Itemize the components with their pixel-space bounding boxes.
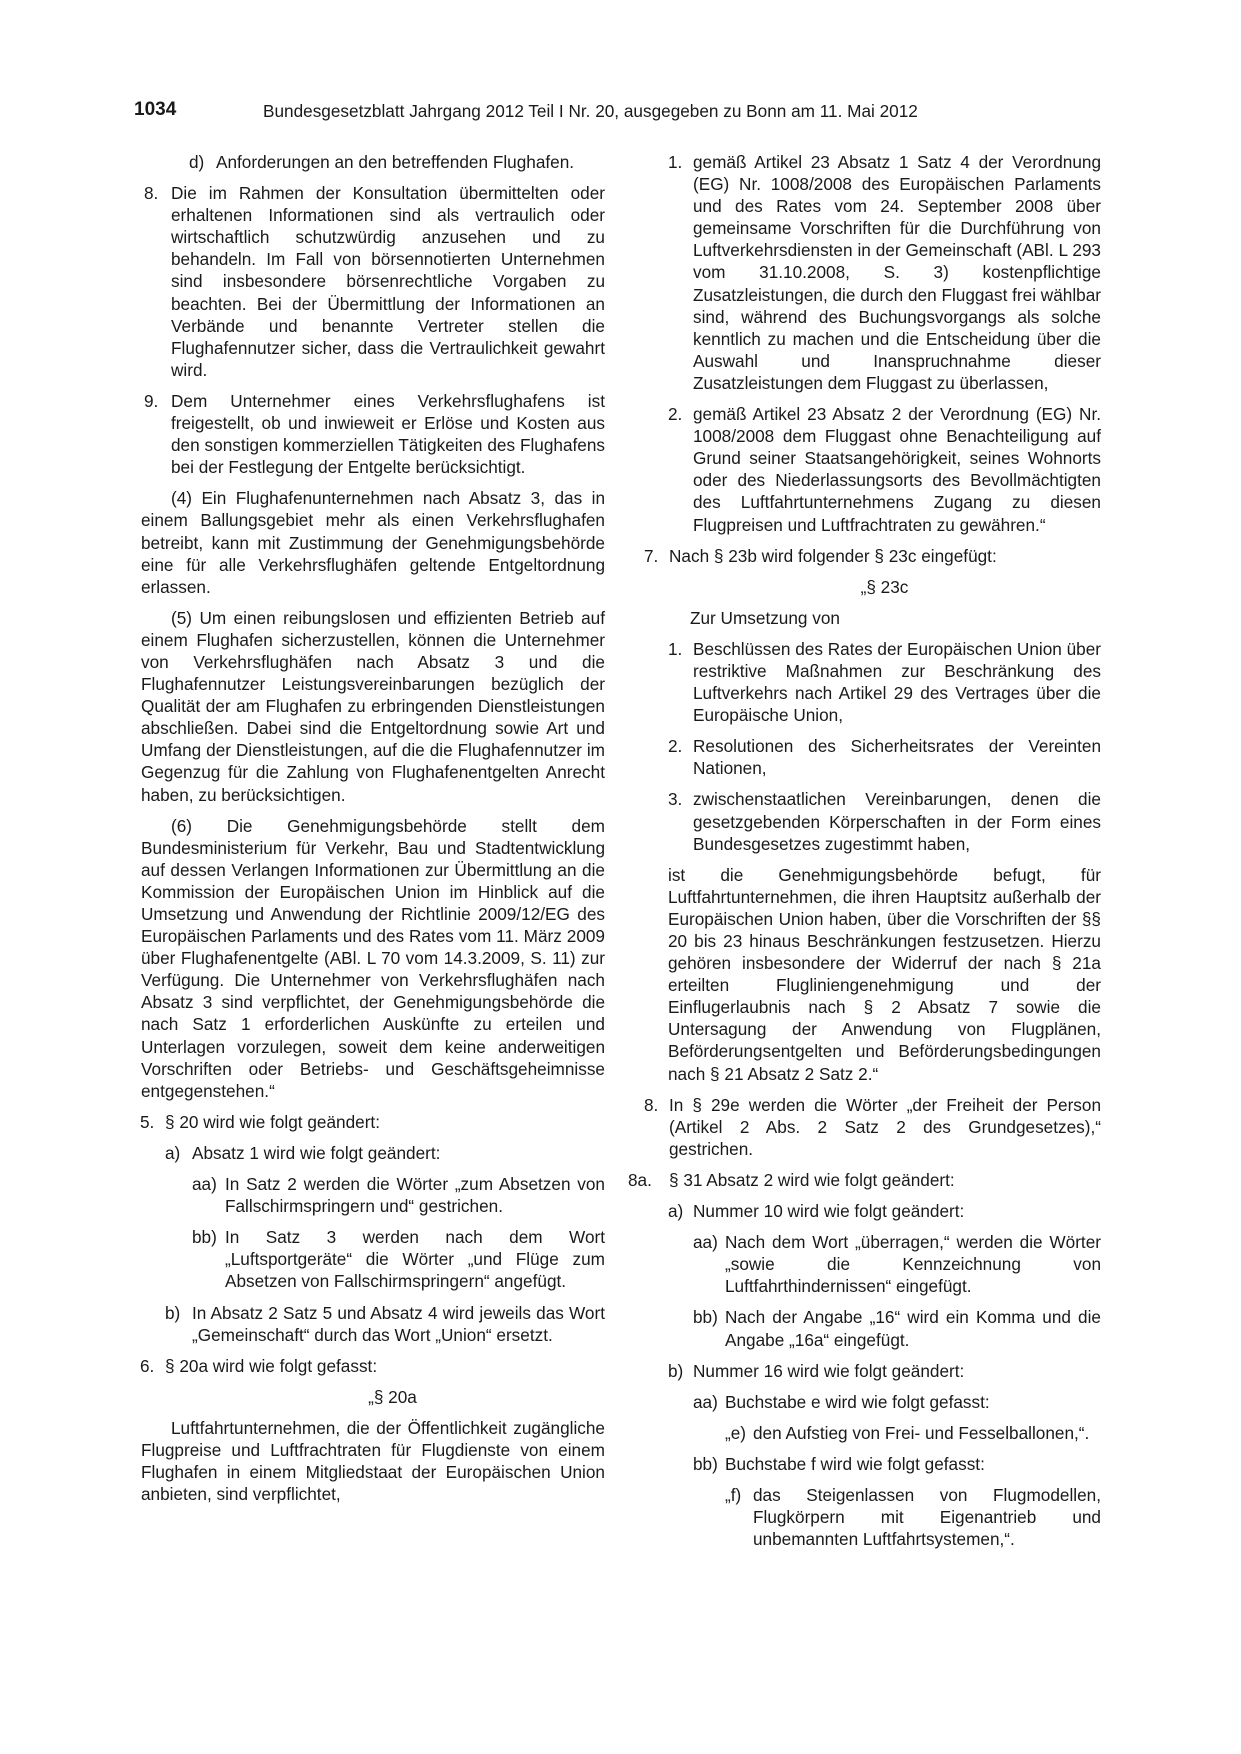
item-marker: 7. <box>644 545 659 566</box>
item-marker: aa) <box>693 1391 718 1412</box>
right-column <box>628 151 1101 1550</box>
paragraph-4: (4) Ein Flughafenunternehmen nach Absatz 3, das in einem Ballungsgebiet mehr als einen Verkehrsflughafen betreibt, kann mit Zustimmung der Genehmigungsbehörde eine für alle Verkehrsflughäfen geltende Entgeltordnung erlassen. <box>141 488 605 597</box>
list-item-6 <box>140 1355 605 1377</box>
item-marker: „f) <box>725 1484 742 1505</box>
section-heading-20a: „§ 20a <box>368 1386 417 1407</box>
list-item-8a-b-bb <box>628 1453 1101 1475</box>
item-text: Beschlüssen des Rates der Europäischen Union über restriktive Maßnahmen zur Beschränkung des Luftverkehrs nach Artikel 29 des Vertrages über die Europäische Union, <box>693 638 1101 726</box>
item-marker: bb) <box>693 1453 718 1474</box>
list-item-f <box>628 1484 1101 1550</box>
section-heading-23c: „§ 23c <box>860 576 909 597</box>
item-text: In Absatz 2 Satz 5 und Absatz 4 wird jeweils das Wort „Gemeinschaft“ durch das Wort „Union“ ersetzt. <box>192 1302 605 1345</box>
list-item-8a-b <box>628 1360 1101 1382</box>
left-column <box>140 151 605 1505</box>
list-item-d <box>140 151 605 173</box>
item-marker: bb) <box>693 1307 718 1328</box>
item-marker: 8. <box>644 1094 659 1115</box>
list-item-23c-3 <box>628 788 1101 854</box>
item-text: Buchstabe e wird wie folgt gefasst: <box>725 1391 990 1412</box>
item-marker: 8. <box>144 183 159 204</box>
list-item-8a-a-aa <box>628 1231 1101 1297</box>
list-item-8a-a-bb <box>628 1306 1101 1350</box>
list-item-5a-bb <box>140 1226 605 1292</box>
item-text: Nach § 23b wird folgender § 23c eingefügt: <box>669 545 997 566</box>
list-item-5b <box>140 1302 605 1346</box>
item-marker: a) <box>668 1201 684 1222</box>
paragraph-5: (5) Um einen reibungslosen und effizienten Betrieb auf einem Flughafen sicherzustellen, können die Unternehmer von Verkehrsflughäfen nach Absatz 3 und die Flughafennutzer Leistungsvereinbarungen bezüglich der Qualität der am Flughafen zu erbringenden Dienstleistungen abschließen. Dabei sind die Entgeltordnung sowie Art und Umfang der Dienstleistungen, auf die die Flughafennutzer im Gegenzug für die Zahlung von Flughafenentgelten Anrecht haben, zu berücksichtigen. <box>141 607 605 805</box>
item-text: § 20 wird wie folgt geändert: <box>165 1111 380 1132</box>
list-item-5a <box>140 1142 605 1164</box>
item-text: gemäß Artikel 23 Absatz 1 Satz 4 der Verordnung (EG) Nr. 1008/2008 des Europäischen Parlaments und des Rates vom 24. September 2008 über gemeinsame Vorschriften für die Durchführung von Luftverkehrsdiensten in der Gemeinschaft (ABl. L 293 vom 31.10.2008, S. 3) kostenpflichtige Zusatzleistungen, die durch den Fluggast frei wählbar sind, während des Buchungsvorgangs als solche kenntlich zu machen und die Entscheidung über die Auswahl und Inanspruchnahme dieser Zusatzleistungen dem Fluggast zu überlassen, <box>693 152 1101 393</box>
running-header: Bundesgesetzblatt Jahrgang 2012 Teil I Nr. 20, ausgegeben zu Bonn am 11. Mai 2012 <box>263 101 918 121</box>
item-text: § 31 Absatz 2 wird wie folgt geändert: <box>669 1169 955 1190</box>
paragraph-6: (6) Die Genehmigungsbehörde stellt dem Bundesministerium für Verkehr, Bau und Stadtentwicklung auf dessen Verlangen Informationen zur Übermittlung an die Kommission der Europäischen Union im Hinblick auf die Umsetzung und Anwendung der Richtlinie 2009/12/EG des Europäischen Parlaments und des Rates vom 11. März 2009 über Flughafenentgelte (ABl. L 70 vom 14.3.2009, S. 11) zur Verfügung. Die Unternehmer von Verkehrsflughäfen nach Absatz 3 sind verpflichtet, der Genehmigungsbehörde die nach Satz 1 erforderlichen Auskünfte zu erteilen und Unterlagen vorzulegen, soweit dem keine anderweitigen Vorschriften oder Betriebs- und Geschäftsgeheimnisse entgegenstehen.“ <box>141 815 605 1101</box>
item-marker: 2. <box>668 404 683 425</box>
item-marker: „e) <box>725 1422 747 1443</box>
item-text: den Aufstieg von Frei- und Fesselballonen,“. <box>753 1422 1090 1443</box>
item-marker: d) <box>189 152 205 172</box>
paragraph-20a: Luftfahrtunternehmen, die der Öffentlichkeit zugängliche Flugpreise und Luftfrachtraten für Flugdienste von einem Flughafen in einem Mitgliedstaat der Europäischen Union anbieten, sind verpflichtet, <box>141 1417 605 1505</box>
item-marker: a) <box>165 1142 181 1163</box>
item-text: Anforderungen an den betreffenden Flughafen. <box>216 152 575 172</box>
item-marker: b) <box>165 1302 181 1323</box>
list-item-8a-a <box>628 1200 1101 1222</box>
item-marker: 2. <box>668 736 683 757</box>
page-number: 1034 <box>134 99 177 120</box>
item-text: gemäß Artikel 23 Absatz 2 der Verordnung (EG) Nr. 1008/2008 dem Fluggast ohne Benachteiligung auf Grund seiner Staatsangehörigkeit, seines Wohnorts oder des Niederlassungsorts des Bevollmächtigten des Luftfahrtunternehmens Zugang zu diesen Flugpreisen und Luftfrachtraten zu gewähren.“ <box>693 404 1101 535</box>
item-text: Nummer 16 wird wie folgt geändert: <box>693 1360 965 1381</box>
item-text: Die im Rahmen der Konsultation übermittelten oder erhaltenen Informationen sind als vertraulich oder wirtschaftlich schutzwürdig anzusehen und zu behandeln. Im Fall von börsennotierten Unternehmen sind insbesondere börsenrechtliche Vorgaben zu beachten. Bei der Übermittlung der Informationen an Verbände und benannte Vertreter stellen die Flughafennutzer sicher, dass die Vertraulichkeit gewahrt wird. <box>171 183 605 380</box>
item-text: Nach dem Wort „überragen,“ werden die Wörter „sowie die Kennzeichnung von Luftfahrthindernissen“ eingefügt. <box>725 1232 1101 1297</box>
item-marker: b) <box>668 1360 684 1381</box>
list-item-5 <box>140 1111 605 1133</box>
item-text: das Steigenlassen von Flugmodellen, Flugkörpern mit Eigenantrieb und unbemannten Luftfahrtsystemen,“. <box>753 1484 1101 1550</box>
list-item-7 <box>628 545 1101 567</box>
list-item-8a <box>628 1169 1101 1191</box>
item-text: Dem Unternehmer eines Verkehrsflughafens ist freigestellt, ob und inwieweit er Erlöse und Kosten aus den sonstigen kommerziellen Tätigkeiten des Flughafens bei der Festlegung der Entgelte berücksichtigt. <box>171 390 605 478</box>
list-item-9 <box>140 390 605 478</box>
item-text: In § 29e werden die Wörter „der Freiheit der Person (Artikel 2 Abs. 2 Satz 2 des Grundgesetzes),“ gestrichen. <box>669 1094 1101 1159</box>
item-text: Absatz 1 wird wie folgt geändert: <box>192 1142 441 1163</box>
item-text: § 20a wird wie folgt gefasst: <box>165 1355 378 1376</box>
item-marker: aa) <box>693 1232 718 1253</box>
list-item-8 <box>140 182 605 381</box>
item-marker: 1. <box>668 638 683 659</box>
item-marker: aa) <box>192 1174 217 1195</box>
list-item-8 <box>628 1094 1101 1160</box>
item-text: Resolutionen des Sicherheitsrates der Vereinten Nationen, <box>693 736 1101 779</box>
list-item-23c-1 <box>628 638 1101 726</box>
item-marker: 3. <box>668 789 683 810</box>
item-marker: 1. <box>668 152 683 172</box>
item-text: Buchstabe f wird wie folgt gefasst: <box>725 1453 985 1474</box>
list-item-20a-2 <box>628 403 1101 536</box>
item-marker: 9. <box>144 390 159 411</box>
item-text: In Satz 2 werden die Wörter „zum Absetzen von Fallschirmspringern und“ gestrichen. <box>225 1174 605 1217</box>
item-text: Nach der Angabe „16“ wird ein Komma und die Angabe „16a“ eingefügt. <box>725 1307 1101 1350</box>
item-marker: 6. <box>140 1355 155 1376</box>
item-marker: 8a. <box>628 1169 652 1190</box>
item-text: Nummer 10 wird wie folgt geändert: <box>693 1201 965 1222</box>
list-item-5a-aa <box>140 1173 605 1217</box>
list-item-e <box>628 1422 1101 1444</box>
item-marker: bb) <box>192 1227 217 1248</box>
item-text: zwischenstaatlichen Vereinbarungen, denen die gesetzgebenden Körperschaften in der Form eines Bundesgesetzes zugestimmt haben, <box>693 789 1101 854</box>
list-item-23c-2 <box>628 735 1101 779</box>
item-marker: 5. <box>140 1111 155 1132</box>
list-item-20a-1 <box>628 151 1101 394</box>
list-item-8a-b-aa <box>628 1391 1101 1413</box>
paragraph-23c: ist die Genehmigungsbehörde befugt, für Luftfahrtunternehmen, die ihren Hauptsitz außerhalb der Europäischen Union haben, über die Vorschriften der §§ 20 bis 23 hinaus Beschränkungen festzusetzen. Hierzu gehören insbesondere der Widerruf der nach § 21a erteilten Flugliniengenehmigung und der Einflugerlaubnis nach § 2 Absatz 7 sowie die Untersagung der Anwendung von Flugplänen, Beförderungsentgelten und Beförderungsbedingungen nach § 21 Absatz 2 Satz 2.“ <box>668 864 1101 1084</box>
item-text: In Satz 3 werden nach dem Wort „Luftsportgeräte“ die Wörter „und Flüge zum Absetzen von Fallschirmspringern“ angefügt. <box>225 1227 605 1292</box>
intro-line: Zur Umsetzung von <box>690 607 840 628</box>
